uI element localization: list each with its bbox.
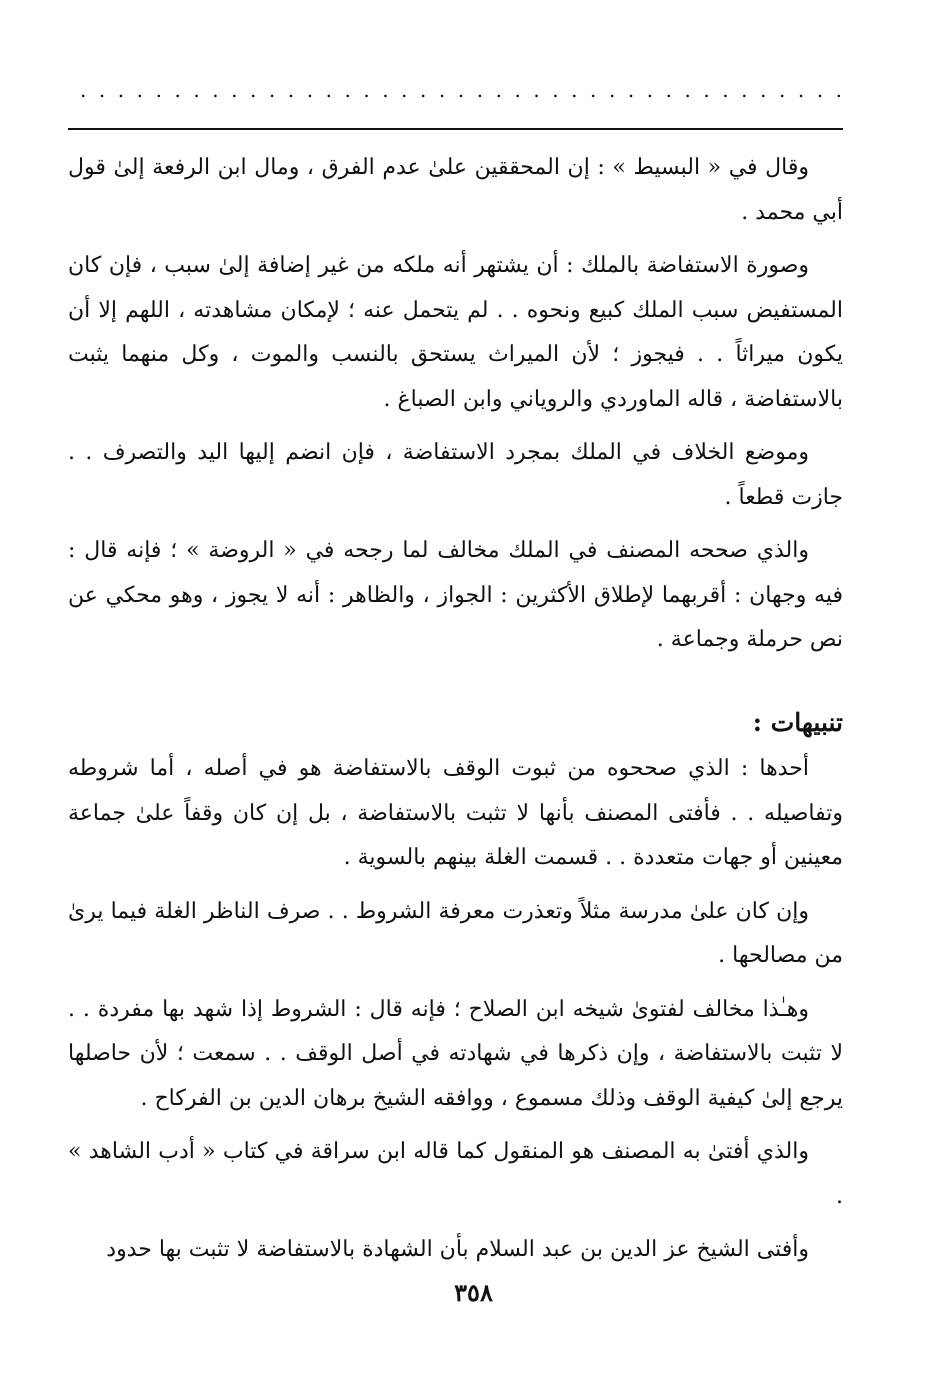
paragraph: والذي أفتىٰ به المصنف هو المنقول كما قاله ابن سراقة في كتاب « أدب الشاهد » . bbox=[68, 1139, 843, 1209]
section-heading: تنبيهات : bbox=[752, 707, 843, 737]
paragraph: والذي صححه المصنف في الملك مخالف لما رجحه في « الروضة » ؛ فإنه قال : فيه وجهان : أقربهما لإطلاق الأكثرين : الجواز ، والظاهر : أنه لا يجوز ، وهو محكي عن نص حرملة وجماعة . bbox=[68, 538, 843, 652]
paragraph: وهـٰذا مخالف لفتوىٰ شيخه ابن الصلاح ؛ فإنه قال : الشروط إذا شهد بها مفردة . . لا تثبت بالاستفاضة ، وإن ذكرها في شهادته في أصل الوقف . . سمعت ؛ لأن حاصلها يرجع إلىٰ كيفية الوقف وذلك مسموع ، ووافقه الشيخ برهان الدين بن الفركاح . bbox=[68, 996, 843, 1111]
paragraph: وقال في « البسيط » : إن المحققين علىٰ عدم الفرق ، ومال ابن الرفعة إلىٰ قول أبي محمد . bbox=[68, 155, 843, 225]
paragraph: وإن كان علىٰ مدرسة مثلاً وتعذرت معرفة الشروط . . صرف الناظر الغلة فيما يرىٰ من مصالحها . bbox=[68, 898, 843, 968]
header-rule bbox=[68, 128, 843, 130]
page-number: ٣٥٨ bbox=[454, 1278, 493, 1307]
paragraph: أحدها : الذي صححوه من ثبوت الوقف بالاستفاضة هو في أصله ، أما شروطه وتفاصيله . . فأفتى المصنف بأنها لا تثبت بالاستفاضة ، بل إن كان وقفاً علىٰ جماعة معينين أو جهات متعددة . . قسمت الغلة بينهم بالسوية . bbox=[68, 756, 843, 870]
paragraph: وموضع الخلاف في الملك بمجرد الاستفاضة ، فإن انضم إليها اليد والتصرف . . جازت قطعاً . bbox=[68, 440, 843, 510]
paragraph: وصورة الاستفاضة بالملك : أن يشتهر أنه ملكه من غير إضافة إلىٰ سبب ، فإن كان المستفيض سبب الملك كبيع ونحوه . . لم يتحمل عنه ؛ لإمكان مشاهدته ، اللهم إلا أن يكون ميراثاً . . فيجوز ؛ لأن الميراث يستحق بالنسب والموت ، وكل منهما يثبت بالاستفاضة ، قاله الماوردي والروياني وابن الصباغ . bbox=[68, 253, 843, 412]
paragraph: وأفتى الشيخ عز الدين بن عبد السلام بأن الشهادة بالاستفاضة لا تثبت بها حدود bbox=[106, 1237, 809, 1262]
page-body bbox=[68, 146, 843, 1282]
header-dots: . . . . . . . . . . . . . . . . . . . . . . . . . . . . . . . . . . . . . . . . . bbox=[80, 78, 842, 102]
